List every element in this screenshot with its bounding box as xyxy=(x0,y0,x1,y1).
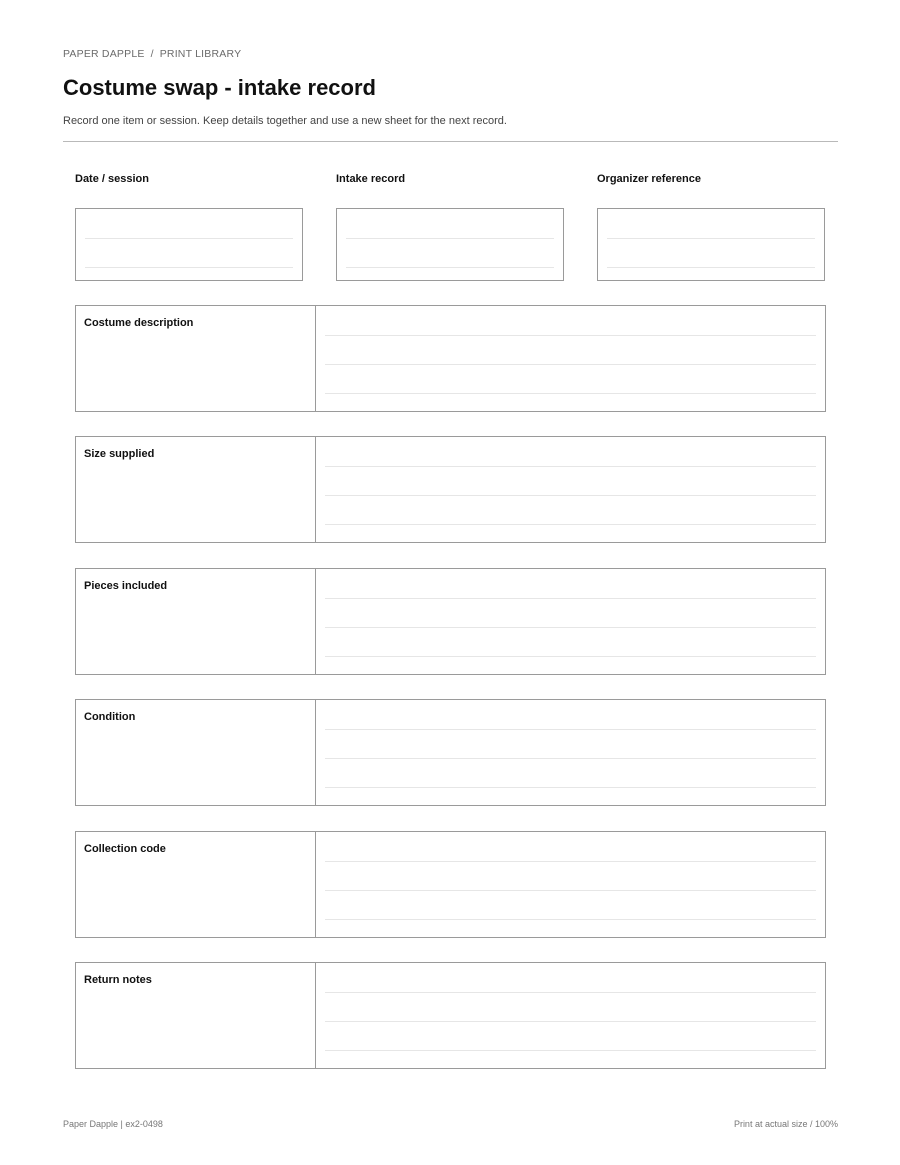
intake-record-label: Intake record xyxy=(336,173,406,185)
writing-line xyxy=(325,656,816,657)
writing-line xyxy=(325,729,816,730)
writing-line xyxy=(325,335,816,336)
costume-description-section xyxy=(75,305,826,412)
condition-label: Condition xyxy=(84,711,136,723)
breadcrumb-brand: PAPER DAPPLE xyxy=(63,48,145,60)
writing-line xyxy=(325,1050,816,1051)
collection-code-section xyxy=(75,831,826,938)
page-title: Costume swap - intake record xyxy=(63,75,376,100)
writing-line xyxy=(325,466,816,467)
pieces-included-label: Pieces included xyxy=(84,580,168,592)
writing-line xyxy=(325,890,816,891)
size-supplied-label: Size supplied xyxy=(84,448,155,460)
header-divider xyxy=(63,141,838,142)
footer-print-note: Print at actual size / 100% xyxy=(733,1119,838,1129)
section-label-cell xyxy=(76,700,316,805)
writing-line xyxy=(346,267,554,268)
writing-line xyxy=(325,992,816,993)
writing-line xyxy=(325,919,816,920)
condition-section xyxy=(75,699,826,806)
breadcrumb-separator: / xyxy=(150,48,154,60)
section-label-cell xyxy=(76,306,316,411)
section-label-cell xyxy=(76,569,316,674)
pieces-included-section xyxy=(75,568,826,675)
writing-line xyxy=(325,393,816,394)
costume-description-field[interactable] xyxy=(316,306,825,411)
writing-line xyxy=(607,267,815,268)
writing-line xyxy=(325,627,816,628)
writing-line xyxy=(325,787,816,788)
date-session-label: Date / session xyxy=(75,173,149,185)
section-label-cell xyxy=(76,832,316,937)
writing-line xyxy=(85,267,293,268)
writing-line xyxy=(346,238,554,239)
condition-field[interactable] xyxy=(316,700,825,805)
writing-line xyxy=(325,861,816,862)
organizer-reference-label: Organizer reference xyxy=(597,173,701,185)
collection-code-field[interactable] xyxy=(316,832,825,937)
return-notes-section xyxy=(75,962,826,1069)
return-notes-label: Return notes xyxy=(84,974,152,986)
section-label-cell xyxy=(76,963,316,1068)
intake-record-field[interactable] xyxy=(336,208,564,281)
return-notes-field[interactable] xyxy=(316,963,825,1068)
breadcrumb-section: PRINT LIBRARY xyxy=(159,48,242,60)
pieces-included-field[interactable] xyxy=(316,569,825,674)
writing-line xyxy=(325,758,816,759)
date-session-field[interactable] xyxy=(75,208,303,281)
writing-line xyxy=(85,238,293,239)
section-label-cell xyxy=(76,437,316,542)
writing-line xyxy=(325,495,816,496)
writing-line xyxy=(325,364,816,365)
costume-description-label: Costume description xyxy=(84,317,194,329)
writing-line xyxy=(325,598,816,599)
page-subtitle: Record one item or session. Keep details together and use a new sheet for the next record. xyxy=(63,115,507,127)
writing-line xyxy=(607,238,815,239)
footer-reference: Paper Dapple | ex2-0498 xyxy=(63,1119,163,1129)
writing-line xyxy=(325,524,816,525)
organizer-reference-field[interactable] xyxy=(597,208,825,281)
collection-code-label: Collection code xyxy=(84,843,166,855)
writing-line xyxy=(325,1021,816,1022)
size-supplied-field[interactable] xyxy=(316,437,825,542)
size-supplied-section xyxy=(75,436,826,543)
breadcrumb xyxy=(63,48,241,60)
